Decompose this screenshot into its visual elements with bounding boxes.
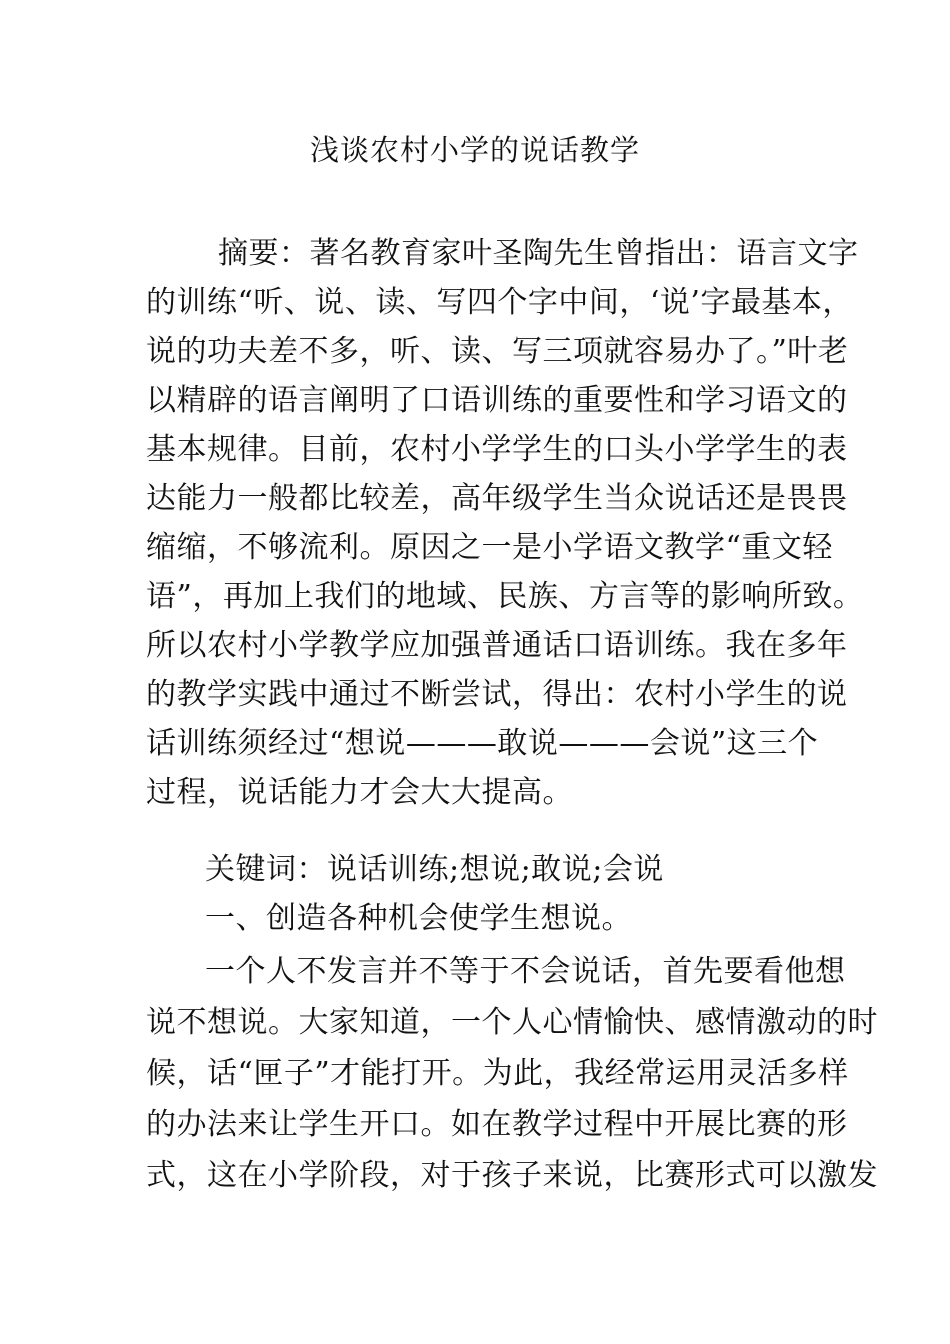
abstract-line: 话训练须经过“想说———敢说———会说”这三个 bbox=[146, 726, 819, 761]
abstract-line: 基本规律。目前，农村小学学生的口头小学学生的表 bbox=[146, 432, 848, 467]
abstract-line: 达能力一般都比较差，高年级学生当众说话还是畏畏 bbox=[146, 481, 848, 516]
abstract-line: 的训练“听、说、读、写四个字中间，‘说’字最基本， bbox=[146, 285, 853, 320]
document-title: 浅谈农村小学的说话教学 bbox=[309, 133, 640, 167]
abstract-line: 的教学实践中通过不断尝试，得出：农村小学生的说 bbox=[146, 677, 848, 712]
body-line: 候，话“匣子”才能打开。为此，我经常运用灵活多样 bbox=[146, 1056, 849, 1091]
abstract-line: 说的功夫差不多，听、读、写三项就容易办了。”叶老 bbox=[146, 334, 849, 369]
abstract-line: 所以农村小学教学应加强普通话口语训练。我在多年 bbox=[146, 628, 848, 663]
body-line: 一个人不发言并不等于不会说话，首先要看他想 bbox=[205, 954, 846, 989]
abstract-line: 摘要：著名教育家叶圣陶先生曾指出：语言文字 bbox=[218, 236, 859, 271]
abstract-line: 以精辟的语言阐明了口语训练的重要性和学习语文的 bbox=[146, 383, 848, 418]
body-line: 的办法来让学生开口。如在教学过程中开展比赛的形 bbox=[146, 1107, 848, 1142]
keywords: 关键词：说话训练;想说;敢说;会说 bbox=[205, 852, 664, 887]
abstract-line: 缩缩，不够流利。原因之一是小学语文教学“重文轻 bbox=[146, 530, 833, 565]
body-line: 式，这在小学阶段，对于孩子来说，比赛形式可以激发 bbox=[146, 1158, 878, 1193]
abstract-line: 语”，再加上我们的地域、民族、方言等的影响所致。 bbox=[146, 579, 864, 614]
abstract-line: 过程，说话能力才会大大提高。 bbox=[146, 775, 573, 810]
section-heading: 一、创造各种机会使学生想说。 bbox=[205, 901, 632, 936]
body-line: 说不想说。大家知道，一个人心情愉快、感情激动的时 bbox=[146, 1005, 878, 1040]
